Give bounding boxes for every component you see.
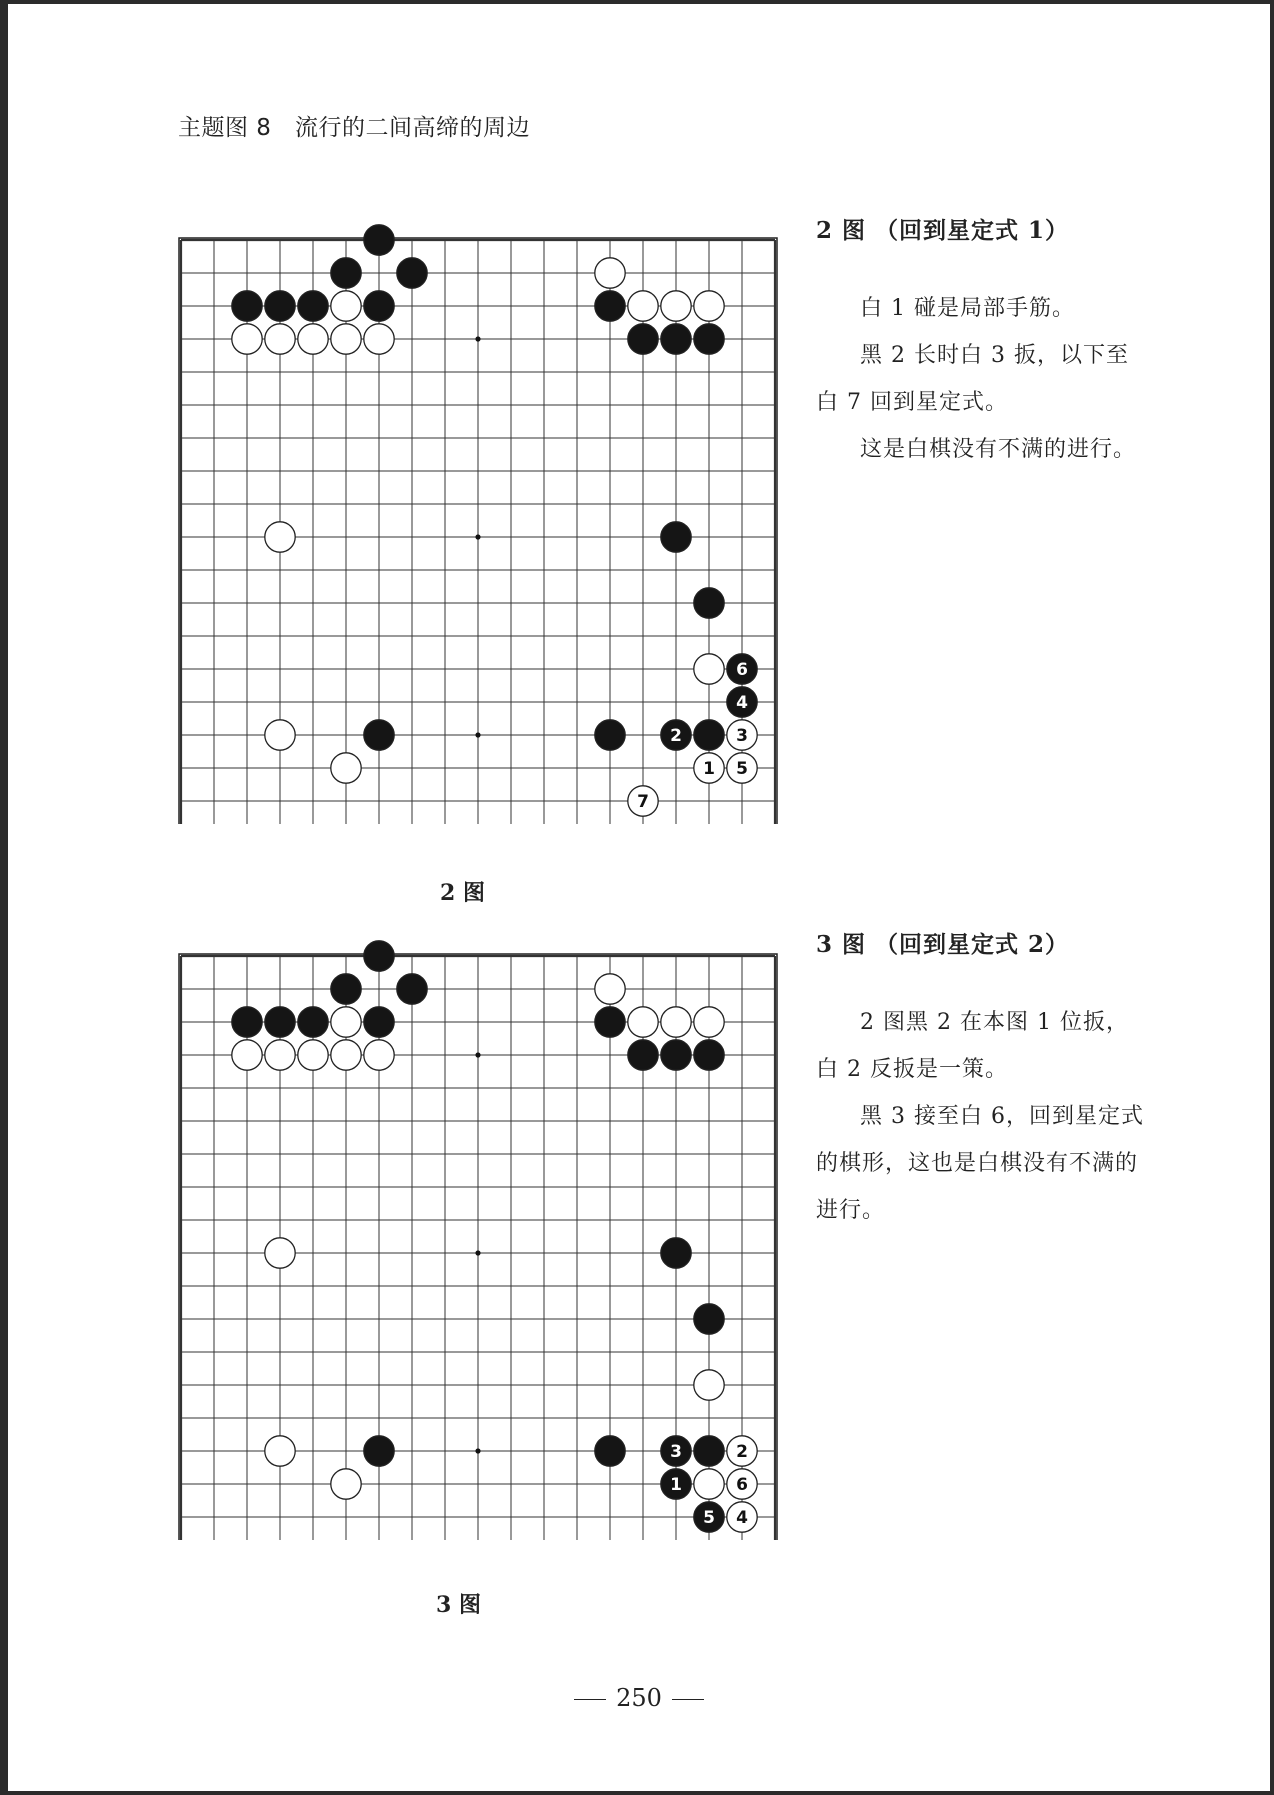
- black-stone: [694, 1040, 724, 1070]
- white-stone: [298, 324, 328, 354]
- stone-disc: [628, 291, 658, 321]
- stone-disc: [661, 324, 691, 354]
- white-stone: [694, 1007, 724, 1037]
- section-title-fig2: 2 图 （回到星定式 1）: [816, 217, 1070, 244]
- stone-disc: [364, 1436, 394, 1466]
- black-stone: [364, 1007, 394, 1037]
- stone-disc: [595, 258, 625, 288]
- stone-label: 2: [670, 726, 682, 746]
- black-stone: [397, 258, 427, 288]
- black-stone: [364, 941, 394, 971]
- white-stone: [694, 1370, 724, 1400]
- black-stone-5: [694, 1502, 724, 1532]
- stone-disc: [397, 974, 427, 1004]
- white-stone: [364, 1040, 394, 1070]
- black-stone: [661, 522, 691, 552]
- paragraph: 黑 3 接至白 6，回到星定式的棋形，这也是白棋没有不满的进行。: [816, 1104, 1144, 1223]
- stone-disc: [694, 588, 724, 618]
- stone-disc: [331, 1469, 361, 1499]
- stone-label: 4: [736, 1508, 748, 1528]
- stone-disc: [595, 1007, 625, 1037]
- stone-label: 5: [703, 1508, 715, 1528]
- stone-disc: [331, 324, 361, 354]
- page-number: 250: [616, 1684, 662, 1712]
- white-stone: [331, 1007, 361, 1037]
- stone-disc: [298, 291, 328, 321]
- black-stone: [331, 258, 361, 288]
- stone-disc: [232, 1040, 262, 1070]
- black-stone-1: [661, 1469, 691, 1499]
- star-point: [475, 336, 480, 341]
- black-stone: [298, 291, 328, 321]
- stone-label: 6: [736, 1475, 748, 1495]
- page-footer: [8, 1684, 1270, 1712]
- black-stone: [661, 1040, 691, 1070]
- white-stone: [364, 324, 394, 354]
- stone-label: 1: [670, 1475, 682, 1495]
- commentary-fig2: [816, 212, 1146, 473]
- white-stone: [595, 258, 625, 288]
- stone-disc: [661, 1007, 691, 1037]
- stone-disc: [364, 720, 394, 750]
- white-stone: [298, 1040, 328, 1070]
- white-stone-5: [727, 753, 757, 783]
- black-stone: [364, 1436, 394, 1466]
- stone-disc: [694, 1436, 724, 1466]
- black-stone: [232, 1007, 262, 1037]
- stone-disc: [232, 291, 262, 321]
- black-stone: [628, 324, 658, 354]
- black-stone: [298, 1007, 328, 1037]
- stone-label: 6: [736, 660, 748, 680]
- black-stone: [397, 974, 427, 1004]
- black-stone: [661, 324, 691, 354]
- stone-disc: [595, 974, 625, 1004]
- stone-disc: [298, 324, 328, 354]
- stone-disc: [661, 1040, 691, 1070]
- stone-disc: [694, 1007, 724, 1037]
- stone-disc: [595, 291, 625, 321]
- stone-disc: [331, 1007, 361, 1037]
- stone-disc: [331, 974, 361, 1004]
- stone-disc: [661, 1238, 691, 1268]
- black-stone: [364, 225, 394, 255]
- black-stone: [364, 720, 394, 750]
- go-board-svg: [165, 204, 785, 824]
- stone-disc: [364, 291, 394, 321]
- star-point: [475, 534, 480, 539]
- stone-disc: [265, 1238, 295, 1268]
- stone-label: 1: [703, 759, 715, 779]
- stone-disc: [265, 1436, 295, 1466]
- star-point: [475, 1448, 480, 1453]
- paragraph: 黑 2 长时白 3 扳，以下至白 7 回到星定式。: [816, 343, 1129, 415]
- stone-disc: [265, 522, 295, 552]
- dash-right: [672, 1699, 704, 1700]
- stone-disc: [595, 720, 625, 750]
- white-stone: [595, 974, 625, 1004]
- stone-disc: [331, 1040, 361, 1070]
- stone-disc: [694, 324, 724, 354]
- black-stone: [595, 720, 625, 750]
- black-stone: [595, 1007, 625, 1037]
- black-stone-4: [727, 687, 757, 717]
- go-board-fig3: [165, 920, 785, 1540]
- stone-label: 4: [736, 693, 748, 713]
- white-stone: [694, 291, 724, 321]
- white-stone-2: [727, 1436, 757, 1466]
- dash-left: [574, 1699, 606, 1700]
- stone-disc: [331, 753, 361, 783]
- stone-disc: [628, 324, 658, 354]
- stone-disc: [331, 258, 361, 288]
- stone-disc: [694, 1370, 724, 1400]
- stone-label: 5: [736, 759, 748, 779]
- white-stone: [694, 1469, 724, 1499]
- stone-disc: [595, 1436, 625, 1466]
- star-point: [475, 732, 480, 737]
- black-stone: [694, 324, 724, 354]
- stone-disc: [364, 324, 394, 354]
- white-stone: [265, 522, 295, 552]
- white-stone: [265, 1436, 295, 1466]
- stone-disc: [694, 1469, 724, 1499]
- stone-disc: [397, 258, 427, 288]
- black-stone: [364, 291, 394, 321]
- stone-disc: [298, 1007, 328, 1037]
- black-stone: [628, 1040, 658, 1070]
- go-board-svg: [165, 920, 785, 1540]
- stone-disc: [628, 1040, 658, 1070]
- stone-label: 2: [736, 1442, 748, 1462]
- paragraph: 2 图黑 2 在本图 1 位扳，白 2 反扳是一策。: [816, 1010, 1129, 1082]
- white-stone-6: [727, 1469, 757, 1499]
- book-page: [8, 4, 1270, 1791]
- star-point: [475, 1250, 480, 1255]
- white-stone: [331, 324, 361, 354]
- white-stone-4: [727, 1502, 757, 1532]
- stone-disc: [265, 291, 295, 321]
- white-stone: [628, 291, 658, 321]
- white-stone: [265, 1238, 295, 1268]
- black-stone: [265, 1007, 295, 1037]
- white-stone-7: [628, 786, 658, 816]
- stone-disc: [694, 720, 724, 750]
- white-stone-3: [727, 720, 757, 750]
- black-stone: [694, 1436, 724, 1466]
- stone-disc: [265, 1007, 295, 1037]
- stone-label: 3: [670, 1442, 682, 1462]
- white-stone: [331, 291, 361, 321]
- stone-disc: [694, 1304, 724, 1334]
- white-stone: [265, 324, 295, 354]
- black-stone: [232, 291, 262, 321]
- white-stone: [628, 1007, 658, 1037]
- paragraph: 这是白棋没有不满的进行。: [860, 437, 1137, 462]
- stone-disc: [364, 1040, 394, 1070]
- white-stone: [331, 1469, 361, 1499]
- white-stone: [232, 324, 262, 354]
- stone-disc: [232, 1007, 262, 1037]
- black-stone: [331, 974, 361, 1004]
- white-stone: [331, 1040, 361, 1070]
- page-header: 主题图 8 流行的二间高缔的周边: [178, 115, 530, 141]
- stone-disc: [661, 291, 691, 321]
- black-stone: [694, 588, 724, 618]
- stone-disc: [232, 324, 262, 354]
- stone-label: 3: [736, 726, 748, 746]
- black-stone: [694, 1304, 724, 1334]
- diagram-caption-fig3: 3 图: [436, 1592, 481, 1618]
- section-title-fig3: 3 图 （回到星定式 2）: [816, 931, 1070, 958]
- black-stone-2: [661, 720, 691, 750]
- white-stone: [265, 720, 295, 750]
- white-stone: [694, 654, 724, 684]
- stone-label: 7: [637, 792, 649, 812]
- stone-disc: [364, 1007, 394, 1037]
- white-stone: [265, 1040, 295, 1070]
- black-stone-3: [661, 1436, 691, 1466]
- stone-disc: [694, 654, 724, 684]
- white-stone: [331, 753, 361, 783]
- stone-disc: [364, 941, 394, 971]
- stone-disc: [298, 1040, 328, 1070]
- black-stone: [694, 720, 724, 750]
- black-stone: [661, 1238, 691, 1268]
- go-board-fig2: [165, 204, 785, 824]
- stone-disc: [661, 522, 691, 552]
- commentary-fig3: [816, 926, 1146, 1234]
- stone-disc: [694, 291, 724, 321]
- stone-disc: [265, 324, 295, 354]
- stone-disc: [265, 720, 295, 750]
- white-stone: [232, 1040, 262, 1070]
- paragraph: 白 1 碰是局部手筋。: [860, 296, 1075, 321]
- black-stone: [265, 291, 295, 321]
- white-stone-1: [694, 753, 724, 783]
- black-stone-6: [727, 654, 757, 684]
- stone-disc: [331, 291, 361, 321]
- white-stone: [661, 291, 691, 321]
- white-stone: [661, 1007, 691, 1037]
- star-point: [475, 1052, 480, 1057]
- black-stone: [595, 291, 625, 321]
- stone-disc: [265, 1040, 295, 1070]
- black-stone: [595, 1436, 625, 1466]
- diagram-caption-fig2: 2 图: [440, 880, 485, 906]
- stone-disc: [628, 1007, 658, 1037]
- stone-disc: [364, 225, 394, 255]
- stone-disc: [694, 1040, 724, 1070]
